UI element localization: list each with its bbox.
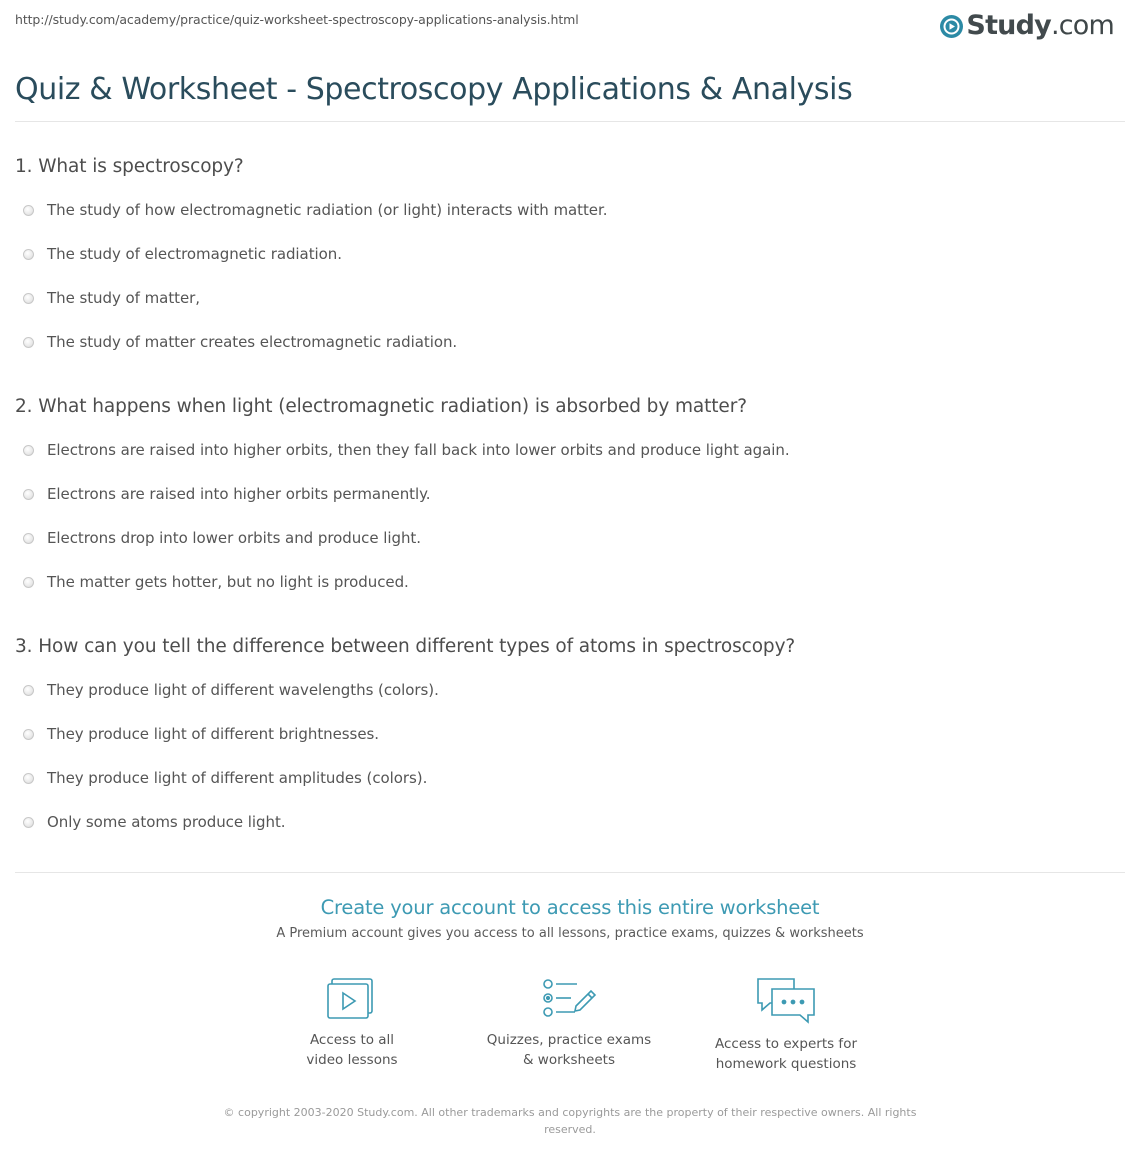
cta-divider — [15, 872, 1125, 873]
option-label: They produce light of different amplitudes (colors). — [47, 769, 428, 787]
copyright-line-1: © copyright 2003-2020 Study.com. All other trademarks and copyrights are the property of their respective owners. All rights — [223, 1106, 917, 1119]
feature-label-line-2: & worksheets — [522, 1052, 615, 1068]
question-1-option-4[interactable] — [23, 331, 457, 353]
question-2-option-1[interactable] — [23, 439, 790, 461]
option-label: Only some atoms produce light. — [47, 813, 286, 831]
feature-label-line-2: video lessons — [306, 1052, 398, 1068]
feature-label — [252, 1030, 452, 1070]
page-title: Quiz & Worksheet - Spectroscopy Applications & Analysis — [15, 72, 853, 107]
question-2-text: 2. What happens when light (electromagnetic radiation) is absorbed by matter? — [15, 396, 747, 417]
option-label: The study of how electromagnetic radiation (or light) interacts with matter. — [47, 201, 608, 219]
feature-video-lessons — [252, 976, 452, 1070]
copyright-footer — [0, 1104, 1140, 1138]
feature-experts — [686, 976, 886, 1074]
feature-label-line-1: Access to all — [309, 1032, 395, 1048]
question-3-option-1[interactable] — [23, 679, 439, 701]
title-divider — [15, 121, 1125, 122]
logo-brand: Study — [966, 9, 1051, 41]
page-url[interactable]: http://study.com/academy/practice/quiz-worksheet-spectroscopy-applications-analysis.html — [15, 12, 579, 27]
top-bar — [0, 0, 1140, 56]
radio-button[interactable] — [23, 685, 34, 696]
play-icon — [940, 15, 963, 38]
video-lessons-icon — [326, 976, 378, 1022]
radio-button[interactable] — [23, 445, 34, 456]
question-1-option-2[interactable] — [23, 243, 342, 265]
option-label: They produce light of different wavelengths (colors). — [47, 681, 439, 699]
feature-label — [686, 1034, 886, 1074]
option-label: The study of electromagnetic radiation. — [47, 245, 342, 263]
study-logo[interactable] — [940, 8, 1114, 42]
option-label: The study of matter, — [47, 289, 200, 307]
feature-quizzes — [469, 976, 669, 1070]
radio-button[interactable] — [23, 773, 34, 784]
cta-subtitle: A Premium account gives you access to all lessons, practice exams, quizzes & worksheets — [276, 926, 864, 941]
option-label: They produce light of different brightnesses. — [47, 725, 379, 743]
radio-button[interactable] — [23, 205, 34, 216]
radio-button[interactable] — [23, 293, 34, 304]
question-3-option-2[interactable] — [23, 723, 379, 745]
radio-button[interactable] — [23, 489, 34, 500]
question-1-option-1[interactable] — [23, 199, 607, 221]
chat-bubbles-icon — [754, 976, 818, 1026]
question-2-option-4[interactable] — [23, 571, 409, 593]
radio-button[interactable] — [23, 337, 34, 348]
option-label: Electrons are raised into higher orbits permanently. — [47, 485, 431, 503]
feature-label — [469, 1030, 669, 1070]
radio-button[interactable] — [23, 577, 34, 588]
option-label: The matter gets hotter, but no light is produced. — [47, 573, 409, 591]
question-3-text: 3. How can you tell the difference between different types of atoms in spectroscopy? — [15, 636, 796, 657]
question-3-option-3[interactable] — [23, 767, 427, 789]
radio-button[interactable] — [23, 729, 34, 740]
copyright-line-2: reserved. — [544, 1123, 596, 1136]
question-2-option-2[interactable] — [23, 483, 431, 505]
question-3-option-4[interactable] — [23, 811, 286, 833]
logo-suffix: .com — [1050, 9, 1114, 41]
feature-label-line-1: Access to experts for — [714, 1036, 857, 1052]
option-label: The study of matter creates electromagnetic radiation. — [47, 333, 458, 351]
radio-button[interactable] — [23, 249, 34, 260]
question-1-text: 1. What is spectroscopy? — [15, 156, 244, 177]
radio-button[interactable] — [23, 533, 34, 544]
create-account-link[interactable]: Create your account to access this entire worksheet — [320, 896, 820, 919]
feature-label-line-1: Quizzes, practice exams — [486, 1032, 652, 1048]
logo-text — [966, 10, 1114, 41]
question-2-option-3[interactable] — [23, 527, 421, 549]
option-label: Electrons drop into lower orbits and produce light. — [47, 529, 421, 547]
feature-label-line-2: homework questions — [715, 1056, 857, 1072]
quiz-checklist-icon — [541, 976, 597, 1022]
question-1-option-3[interactable] — [23, 287, 200, 309]
option-label: Electrons are raised into higher orbits, then they fall back into lower orbits and produce light again. — [47, 441, 790, 459]
radio-button[interactable] — [23, 817, 34, 828]
